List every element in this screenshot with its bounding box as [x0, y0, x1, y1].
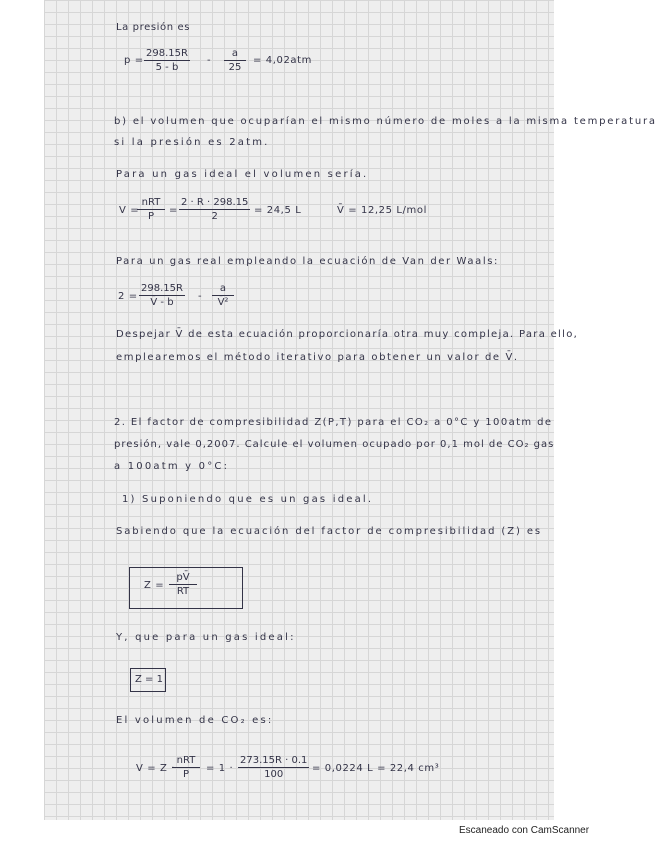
box1-fraction — [169, 572, 197, 597]
eq2-f1-denominator: P — [147, 211, 155, 222]
eq4-result: = 0,0224 L = 22,4 cm³ — [312, 763, 440, 774]
text-line-co2-volume: El volumen de CO₂ es: — [116, 715, 274, 726]
eq2-fraction-2 — [179, 197, 250, 222]
text-line-pressure: La presión es — [116, 22, 191, 33]
eq2-f2-denominator: 2 — [211, 211, 218, 222]
eq3-fraction-2 — [212, 283, 234, 308]
eq4-f2-denominator: 100 — [264, 769, 284, 780]
eq2-result: = 24,5 L — [254, 205, 302, 216]
eq1-lhs: p = — [124, 55, 144, 66]
eq3-f2-denominator: V̄² — [217, 297, 229, 308]
eq1-minus: - — [207, 55, 212, 66]
eq3-fraction-1 — [139, 283, 185, 308]
box1-lhs: Z = — [144, 580, 165, 591]
eq4-equals-1: = 1 · — [206, 763, 234, 774]
text-line-ideal-z: Y, que para un gas ideal: — [116, 632, 296, 643]
eq4-fraction-1 — [172, 755, 200, 780]
eq4-lhs: V = Z · — [136, 763, 175, 774]
eq2-f2-numerator: 2 · R · 298.15 — [181, 197, 249, 208]
eq3-minus: - — [198, 291, 203, 302]
eq2-molar-volume: V̄ = 12,25 L/mol — [337, 205, 427, 216]
scanned-notebook-page — [44, 0, 657, 820]
eq1-f2-denominator: 25 — [228, 62, 242, 73]
text-line-real-gas: Para un gas real empleando la ecuación de Van der Waals: — [116, 256, 500, 267]
eq1-f1-denominator: 5 - b — [155, 62, 179, 73]
scanner-watermark: Escaneado con CamScanner — [459, 825, 590, 836]
text-line-case1: 1) Suponiendo que es un gas ideal. — [122, 494, 374, 505]
text-line-b-2: si la presión es 2atm. — [114, 137, 270, 148]
eq3-f1-numerator: 298.15R — [141, 283, 183, 294]
text-line-solve-2: emplearemos el método iterativo para obtener un valor de V̄. — [116, 352, 519, 363]
text-line-problem2-3: a 100atm y 0°C: — [114, 461, 230, 472]
eq2-f1-numerator: nRT — [137, 197, 165, 210]
box2-text: Z = 1 — [135, 674, 163, 685]
text-line-ideal-gas: Para un gas ideal el volumen sería. — [116, 169, 369, 180]
eq2-lhs: V = — [119, 205, 140, 216]
eq4-fraction-2 — [238, 755, 309, 780]
eq1-f2-numerator: a — [224, 48, 246, 61]
eq4-f1-numerator: nRT — [172, 755, 200, 768]
box1-numerator: pV̄ — [169, 572, 197, 585]
eq2-equals: = — [169, 205, 178, 216]
eq3-lhs: 2 = — [118, 291, 138, 302]
eq1-fraction-2 — [224, 48, 246, 73]
eq3-f1-denominator: V̄ - b — [150, 297, 174, 308]
eq4-f1-denominator: P — [182, 769, 190, 780]
text-line-problem2-1: 2. El factor de compresibilidad Z(P,T) para el CO₂ a 0°C y 100atm de — [114, 417, 553, 428]
eq1-result: = 4,02atm — [253, 55, 313, 66]
eq2-fraction-1 — [137, 197, 165, 222]
eq1-fraction-1 — [144, 48, 190, 73]
text-line-problem2-2: presión, vale 0,2007. Calcule el volumen ocupado por 0,1 mol de CO₂ gas — [114, 439, 555, 450]
eq4-f2-numerator: 273.15R · 0.1 — [240, 755, 308, 766]
box1-denominator: RT — [176, 586, 190, 597]
eq3-f2-numerator: a — [212, 283, 234, 296]
text-line-b-1: b) el volumen que ocuparían el mismo número de moles a la misma temperatura — [114, 116, 657, 127]
text-line-z-equation: Sabiendo que la ecuación del factor de compresibilidad (Z) es — [116, 526, 542, 537]
eq1-f1-numerator: 298.15R — [146, 48, 188, 59]
text-line-solve-1: Despejar V̄ de esta ecuación proporcionaría otra muy compleja. Para ello, — [116, 329, 579, 340]
